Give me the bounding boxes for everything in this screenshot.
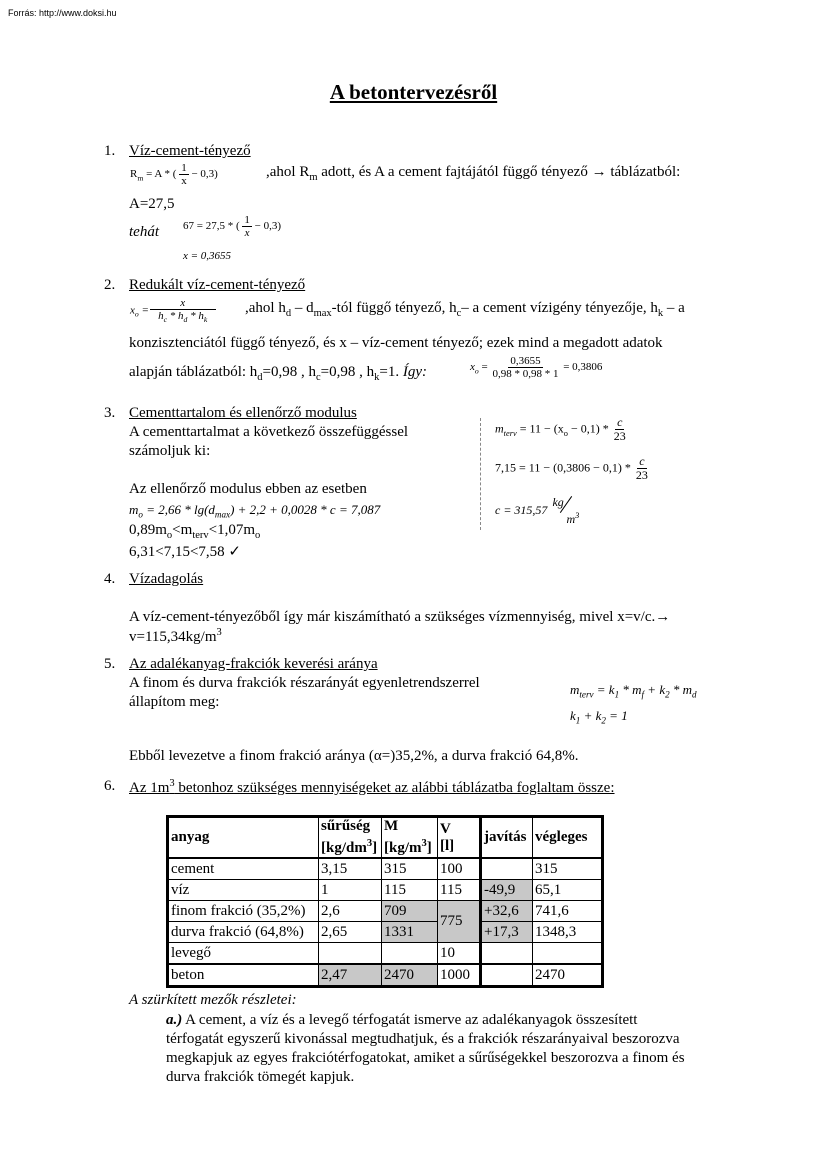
notes-text: durva frakciók tömegét kapjuk. (166, 1069, 355, 1085)
formula-xo: $x_o$ = $\frac{x}{h_c * h_d * h_k}$ (130, 297, 214, 325)
table-row: víz 1 115 115 -49,9 65,1 (168, 880, 603, 901)
table-row: levegő 10 (168, 943, 603, 965)
section-number: 6. (104, 778, 116, 794)
source-url: Forrás: http://www.doksi.hu (8, 8, 117, 18)
section-text: állapítom meg: (129, 694, 220, 710)
section-text: ,ahol $R_m$ adott, és A a cement fajtájától függő tényező → táblázatból: (266, 164, 681, 183)
formula-c-calc: 7,15 = 11 − (0,3806 − 0,1) * $\frac{c}{23}$ (495, 454, 648, 483)
table-header: sűrűség $[kg/dm^3]$ (319, 817, 382, 859)
section-text: Ebből levezetve a finom frakció aránya (α=)35,2%, a durva frakció 64,8%. (129, 748, 579, 764)
page-title: A betontervezésről (329, 80, 498, 104)
formula-eq2: x = 0,3655 (183, 250, 232, 262)
formula-mterv: $m_{terv} = 11 - (x_o - 0,1)$ * $\frac{c}{23}$ (495, 415, 626, 444)
section-number: 5. (104, 656, 116, 672)
notes-text: térfogatát egyszerű kivonással megtudhatjuk, és a frakciók részarányaival beszorozva (166, 1031, 680, 1047)
table-header: anyag (168, 817, 319, 859)
section-text: A finom és durva frakciók részarányát egyenletrendszerrel (129, 675, 480, 691)
arrow-icon: → (655, 609, 671, 625)
section-heading: Vízadagolás (129, 571, 204, 587)
arrow-icon: → (591, 164, 607, 180)
section-number: 3. (104, 405, 116, 421)
inequality-values: 6,31<7,15<7,58 ✓ (129, 544, 241, 560)
tehat-label: tehát (129, 224, 159, 240)
section-text: Az ellenőrző modulus ebben az esetben (129, 481, 367, 497)
section-number: 1. (104, 143, 116, 159)
formula-rm: $R_m = A$ * ( $\frac{1}{x}$ − 0,3) (130, 162, 218, 188)
section-heading: Cementtartalom és ellenőrző modulus (129, 405, 357, 421)
table-header-row (168, 817, 603, 859)
inequality: $0,89m_o<m_{terv}<1,07m_o$ (129, 522, 261, 541)
notes-title: A szürkített mezők részletei: (129, 992, 297, 1008)
section-heading: Az adalékanyag-frakciók keverési aránya (129, 656, 378, 672)
notes-text: a.) A cement, a víz és a levegő térfogatát ismerve az adalékanyagok összesített (166, 1012, 638, 1028)
section-text: A cementtartalmat a következő összefüggéssel (129, 424, 409, 440)
section-text: alapján táblázatból: $h_d=0,98$ , $h_c=0,98$ , $h_k=1$. Így: (129, 364, 428, 383)
section-heading: Víz-cement-tényező (129, 143, 251, 159)
divider (480, 418, 481, 530)
table-row: finom frakció (35,2%) 2,6 709 775 +32,6 741,6 (168, 901, 603, 922)
checkmark-icon: ✓ (228, 544, 241, 560)
section-text: konzisztenciától függő tényező, és x – víz-cement tényező; ezek mind a megadott adatok (129, 335, 663, 351)
table-row: durva frakció (64,8%) 2,65 1331 +17,3 1348,3 (168, 922, 603, 943)
section-number: 2. (104, 277, 116, 293)
section-number: 4. (104, 571, 116, 587)
table-header: V [l] (438, 817, 481, 859)
section-text: A víz-cement-tényezőből így már kiszámítható a szükséges vízmennyiség, mivel x=v/c.→ (129, 609, 671, 625)
data-table (166, 815, 604, 988)
formula-xo-calc: $x_o$ = $\frac{0,3655}{0,98 * 0,98 * 1}$ = 0,3806 (470, 355, 603, 381)
formula-system-2: $k_1 + k_2 = 1$ (570, 708, 628, 726)
table-header: javítás (481, 817, 533, 859)
formula-mo: $m_o = 2,66 * \lg(d_{max}) + 2,2 + 0,0028 * c = 7,087$ (129, 502, 381, 520)
section-heading: Redukált víz-cement-tényező (129, 277, 306, 293)
formula-system-1: $m_{terv} = k_1 * m_f + k_2 * m_d$ (570, 682, 697, 700)
table-header: M $[kg/m^3]$ (382, 817, 438, 859)
section-text: $v=115,34kg/m^3$ (129, 627, 222, 645)
section-heading: Az $1m^3$ betonhoz szükséges mennyiségeket az alábbi táblázatba foglaltam össze: (129, 778, 615, 796)
table-row: beton 2,47 2470 1000 2470 (168, 964, 603, 987)
notes-text: megkapjuk az egyes frakciótérfogatokat, amiket a sűrűségekkel beszorozva a finom és (166, 1050, 685, 1066)
a-value: A=27,5 (129, 196, 175, 212)
formula-c-result: c = 315,57 kg $m^3$ (495, 495, 580, 526)
formula-eq1: 67 = 27,5 * ( $\frac{1}{x}$ − 0,3) (183, 214, 281, 240)
section-text: számoljuk ki: (129, 443, 211, 459)
table-row: cement 3,15 315 100 315 (168, 858, 603, 880)
section-text: ,ahol $h_d$ – $d_{max}$-tól függő tényező, $h_c-$ a cement vízigény tényezője, $h_k$ – a (245, 300, 685, 319)
table-header: végleges (533, 817, 603, 859)
